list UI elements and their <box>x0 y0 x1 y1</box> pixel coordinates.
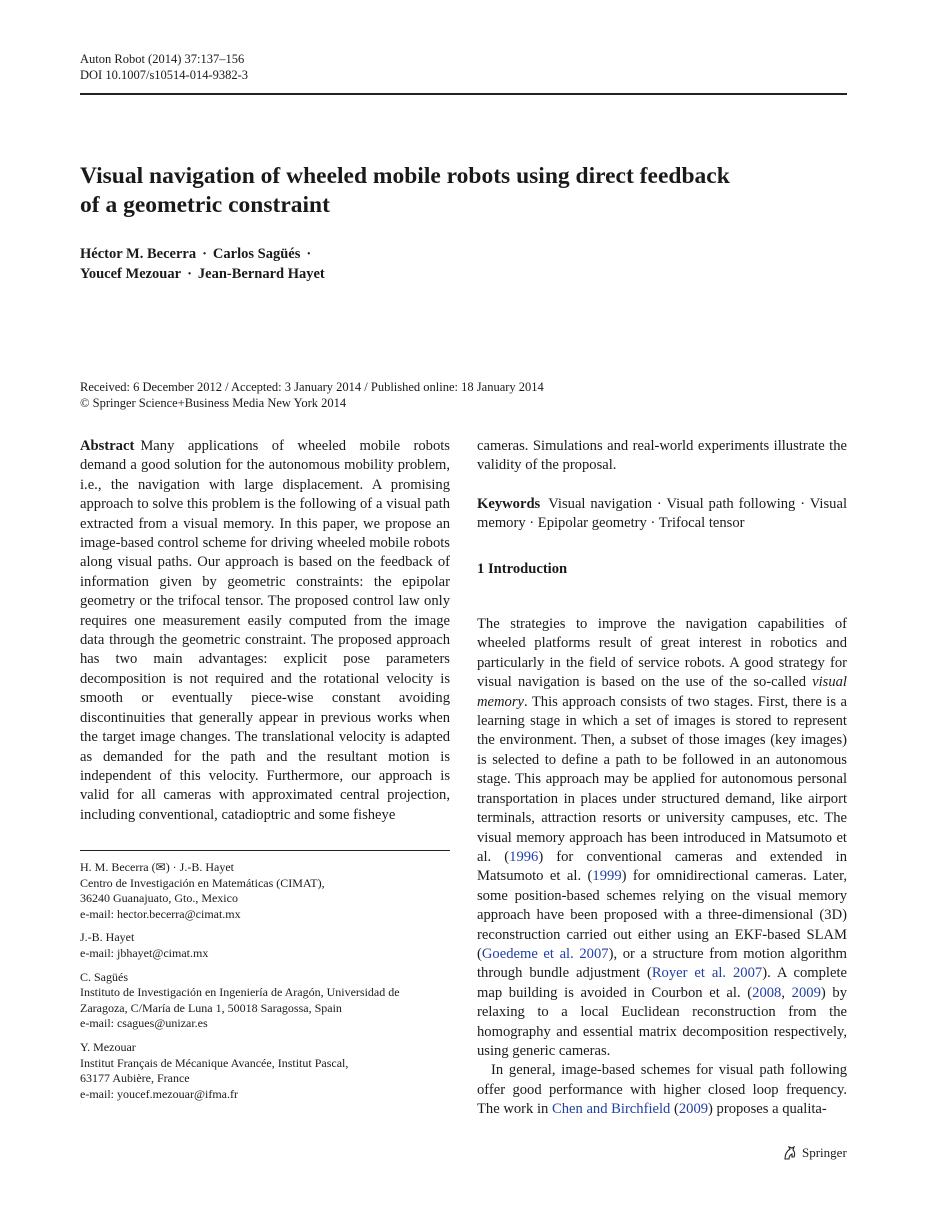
citation-link[interactable]: 2009 <box>791 984 821 1001</box>
springer-horse-icon <box>782 1145 798 1161</box>
title-line-2: of a geometric constraint <box>80 192 330 218</box>
citation-link[interactable]: Chen and Birchfield <box>551 1101 671 1118</box>
keywords <box>477 495 847 534</box>
affiliation-email[interactable]: e-mail: csagues@unizar.es <box>80 1016 208 1031</box>
text-run: . This approach consists of two stages. First, there is a learning stage in which a set of images is stored to represent the environment. Then, a subset of those images (key images) is selected to define a path to be followed in an autonomous stage. This approach may be applied for autonomous personal transportation in places under structured demand, like airport terminals, attraction resorts or university campuses, etc. The visual memory approach has been introduced in Matsumoto et al. ( <box>477 693 847 865</box>
author-name: Jean-Bernard Hayet <box>197 266 325 282</box>
section-heading-introduction: 1 Introduction <box>477 560 568 577</box>
affiliation-address: 63177 Aubière, France <box>80 1071 190 1086</box>
citation-link[interactable]: 2008 <box>752 984 782 1001</box>
abstract <box>80 437 450 825</box>
affiliation-authors: Y. Mezouar <box>80 1039 136 1054</box>
text-run: ). A complete map building is avoided in Courbon et al. ( <box>477 965 847 1001</box>
affiliation-block <box>80 970 450 1032</box>
publisher-name: Springer <box>802 1145 847 1160</box>
affiliation-authors: J.-B. Hayet <box>80 930 135 945</box>
intro-paragraph-1 <box>477 615 847 1061</box>
copyright-line: © Springer Science+Business Media New York 2014 <box>80 396 347 410</box>
emphasis-visual-memory: visual memory <box>477 674 847 710</box>
keywords-heading: Keywords <box>477 495 541 512</box>
author-separator: · <box>202 246 207 262</box>
abstract-continuation: cameras. Simulations and real-world experiments illustrate the validity of the proposal. <box>477 438 847 474</box>
affiliation-institution: Institut Français de Mécanique Avancée, Institut Pascal, <box>80 1055 349 1070</box>
text-run: ), or a structure from motion algorithm through bundle adjustment ( <box>477 945 847 982</box>
publication-dates <box>80 379 544 411</box>
affiliation-block <box>80 1040 450 1102</box>
affiliation-authors: H. M. Becerra (✉) · J.-B. Hayet <box>80 860 235 874</box>
journal-meta <box>80 51 248 83</box>
history-line: Received: 6 December 2012 / Accepted: 3 January 2014 / Published online: 18 January 2014 <box>80 380 544 394</box>
left-column <box>80 437 450 825</box>
keywords-text: Visual navigation · Visual path following · Visual memory · Epipolar geometry · Trifocal tensor <box>477 495 847 532</box>
author-separator: · <box>306 246 312 262</box>
affiliation-email[interactable]: e-mail: youcef.mezouar@ifma.fr <box>80 1086 238 1101</box>
affiliation-authors: C. Sagüés <box>80 969 128 984</box>
header-rule <box>80 93 847 95</box>
citation-link[interactable]: Goedeme et al. 2007 <box>481 945 609 962</box>
intro-paragraph-2 <box>477 1061 847 1119</box>
text-run: ) for conventional cameras and extended in Matsumoto et al. ( <box>477 848 847 885</box>
affiliations <box>80 860 450 1110</box>
affiliation-institution: Instituto de Investigación en Ingeniería de Aragón, Universidad de Zaragoza, C/María de Luna 1, 50018 Saragossa, Spain <box>80 985 400 1015</box>
author-name: Carlos Sagüés <box>212 246 301 262</box>
abstract-text: Many applications of wheeled mobile robots demand a good solution for the autonomous mobility problem, i.e., the navigation with large displacement. A promising approach to solve this problem is the following of a visual path extracted from a visual memory. In this paper, we propose an image-based control scheme for driving wheeled mobile robots along visual paths. Our approach is based on the feedback of information given by geometric constraints: the epipolar geometry or the trifocal tensor. The proposed control law only requires one measurement easily computed from the image data through the geometric constraint. The proposed approach has two main advantages: explicit pose parameters decomposition is not required and the rotational velocity is smooth or eventually piece-wise constant avoiding discontinuities that generally appear in previous works when the target image changes. The translational velocity is adapted as demanded for the path and the resultant motion is independent of this velocity. Furthermore, our approach is valid for all cameras with approximated central projection, including conventional, catadioptric and some fisheye <box>80 438 450 823</box>
author-separator: · <box>187 266 192 282</box>
citation-link[interactable]: 1996 <box>509 848 539 865</box>
affiliation-email[interactable]: e-mail: jbhayet@cimat.mx <box>80 945 209 960</box>
paper-title <box>80 162 840 220</box>
abstract-heading: Abstract <box>80 438 135 454</box>
affiliation-block <box>80 930 450 961</box>
author-list <box>80 244 580 284</box>
publisher-logo <box>782 1145 847 1161</box>
title-line-1: Visual navigation of wheeled mobile robots using direct feedback <box>80 163 730 189</box>
footnote-rule <box>80 850 450 851</box>
citation-link[interactable]: 2009 <box>678 1101 709 1118</box>
author-name: Youcef Mezouar <box>80 266 182 282</box>
text-run: , <box>781 984 792 1001</box>
text-run: The strategies to improve the navigation capabilities of wheeled platforms result of great interest in robotics and particularly in the field of service robots. A good strategy for visual navigation is based on the use of the so-called <box>477 616 847 691</box>
text-run: In general, image-based schemes for visual path following offer good performance with higher closed loop frequency. The work in <box>477 1062 847 1118</box>
affiliation-block <box>80 860 450 922</box>
text-run: ) proposes a qualita- <box>708 1101 827 1118</box>
text-run: ) by relaxing to a local Euclidean reconstruction from the homography and essential matrix decomposition respectively, using generic cameras. <box>477 984 847 1059</box>
affiliation-institution: Centro de Investigación en Matemáticas (CIMAT), <box>80 875 325 890</box>
journal-citation: Auton Robot (2014) 37:137–156 <box>80 52 245 66</box>
doi[interactable]: DOI 10.1007/s10514-014-9382-3 <box>80 68 249 82</box>
author-name: Héctor M. Becerra <box>80 246 197 262</box>
affiliation-email[interactable]: e-mail: hector.becerra@cimat.mx <box>80 906 241 921</box>
affiliation-address: 36240 Guanajuato, Gto., Mexico <box>80 891 238 906</box>
text-run: ) for omnidirectional cameras. Later, some position-based schemes relying on the visual memory approach have been proposed with a three-dimensional (3D) reconstruction carried out either using an EKF-based SLAM ( <box>477 868 847 962</box>
citation-link[interactable]: 1999 <box>592 868 622 885</box>
citation-link[interactable]: Royer et al. 2007 <box>651 965 763 982</box>
text-run: ( <box>670 1101 679 1118</box>
right-column <box>477 437 847 1120</box>
